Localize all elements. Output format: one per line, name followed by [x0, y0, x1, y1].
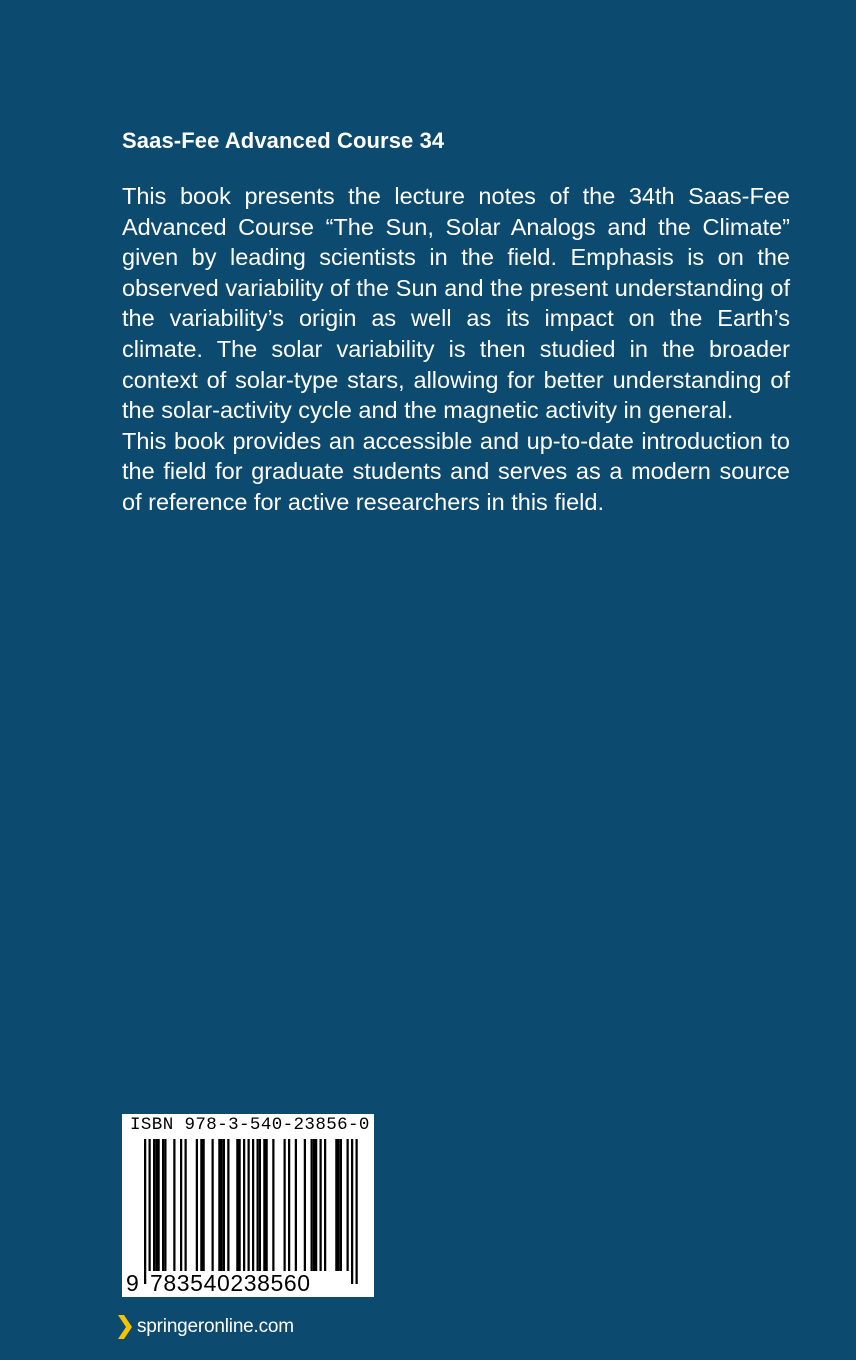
barcode-bar: [272, 1139, 274, 1271]
barcode-bar: [196, 1139, 198, 1271]
series-title: Saas-Fee Advanced Course 34: [122, 128, 445, 153]
barcode-bar: [248, 1139, 250, 1284]
barcode-bar: [288, 1139, 290, 1271]
barcode-bar: [200, 1139, 202, 1271]
barcode-bar: [236, 1139, 238, 1271]
barcode-bar: [351, 1139, 353, 1284]
publisher-link[interactable]: [118, 1313, 294, 1341]
barcode-bar: [320, 1139, 322, 1271]
barcode-bar: [338, 1139, 340, 1271]
barcode-bar: [227, 1139, 229, 1271]
barcode-bar: [315, 1139, 317, 1271]
barcode-bar: [356, 1139, 358, 1284]
barcode-bar: [295, 1139, 297, 1271]
barcode-bar: [324, 1139, 326, 1271]
barcode-bar: [158, 1139, 160, 1271]
blurb-paragraph-1: This book presents the lecture notes of the 34th Saas-Fee Advanced Course “The Sun, Solar Analogs and the Climate” given by leading scientists in the field. Emphasis is on the observed variability of the Sun and the present understanding of the variability’s origin as well as its impact on the Earth’s climate. The solar variability is then studied in the broader context of solar-type stars, allowing for better understanding of the solar-activity cycle and the magnetic activity in general.: [122, 183, 790, 424]
barcode-bar: [212, 1139, 214, 1271]
blurb-paragraph-2: This book provides an accessible and up-to-date introduction to the field for graduate students and serves as a modern source of reference for active researchers in this field.: [122, 427, 790, 515]
publisher-url[interactable]: springeronline.com: [137, 1316, 294, 1337]
barcode-bar: [313, 1139, 315, 1271]
barcode-bar: [203, 1139, 205, 1271]
barcode-bar: [153, 1139, 155, 1271]
barcode-bar: [223, 1139, 225, 1271]
ean-first-digit: 9: [126, 1270, 139, 1296]
ean-digits: 783540238560: [150, 1270, 311, 1296]
barcode-bar: [243, 1139, 245, 1271]
barcode-bar: [218, 1139, 220, 1271]
barcode-bar: [155, 1139, 157, 1271]
barcode-bar: [144, 1139, 146, 1284]
barcode-bar: [335, 1139, 337, 1271]
barcode-bar: [263, 1139, 265, 1271]
barcode-bar: [180, 1139, 182, 1271]
barcode-bar: [149, 1139, 151, 1284]
barcode-bar: [311, 1139, 313, 1271]
barcode-bar: [304, 1139, 306, 1271]
barcode-bar: [347, 1139, 349, 1271]
barcode-bar: [164, 1139, 166, 1271]
barcode-bar: [221, 1139, 223, 1271]
barcode-bar: [266, 1139, 268, 1271]
barcode-bar: [259, 1139, 261, 1271]
barcode-bar: [173, 1139, 175, 1271]
barcode-bar: [162, 1139, 164, 1271]
barcode-bar: [340, 1139, 342, 1271]
barcode-bar: [257, 1139, 259, 1271]
barcode-bar: [284, 1139, 286, 1271]
barcode-bar: [239, 1139, 241, 1271]
chevron-right-icon: [118, 1315, 132, 1339]
barcode-bar: [185, 1139, 187, 1271]
isbn-label: ISBN 978-3-540-23856-0: [130, 1115, 370, 1135]
blurb: [122, 181, 790, 518]
barcode-bar: [252, 1139, 254, 1284]
isbn-barcode: [122, 1114, 374, 1297]
